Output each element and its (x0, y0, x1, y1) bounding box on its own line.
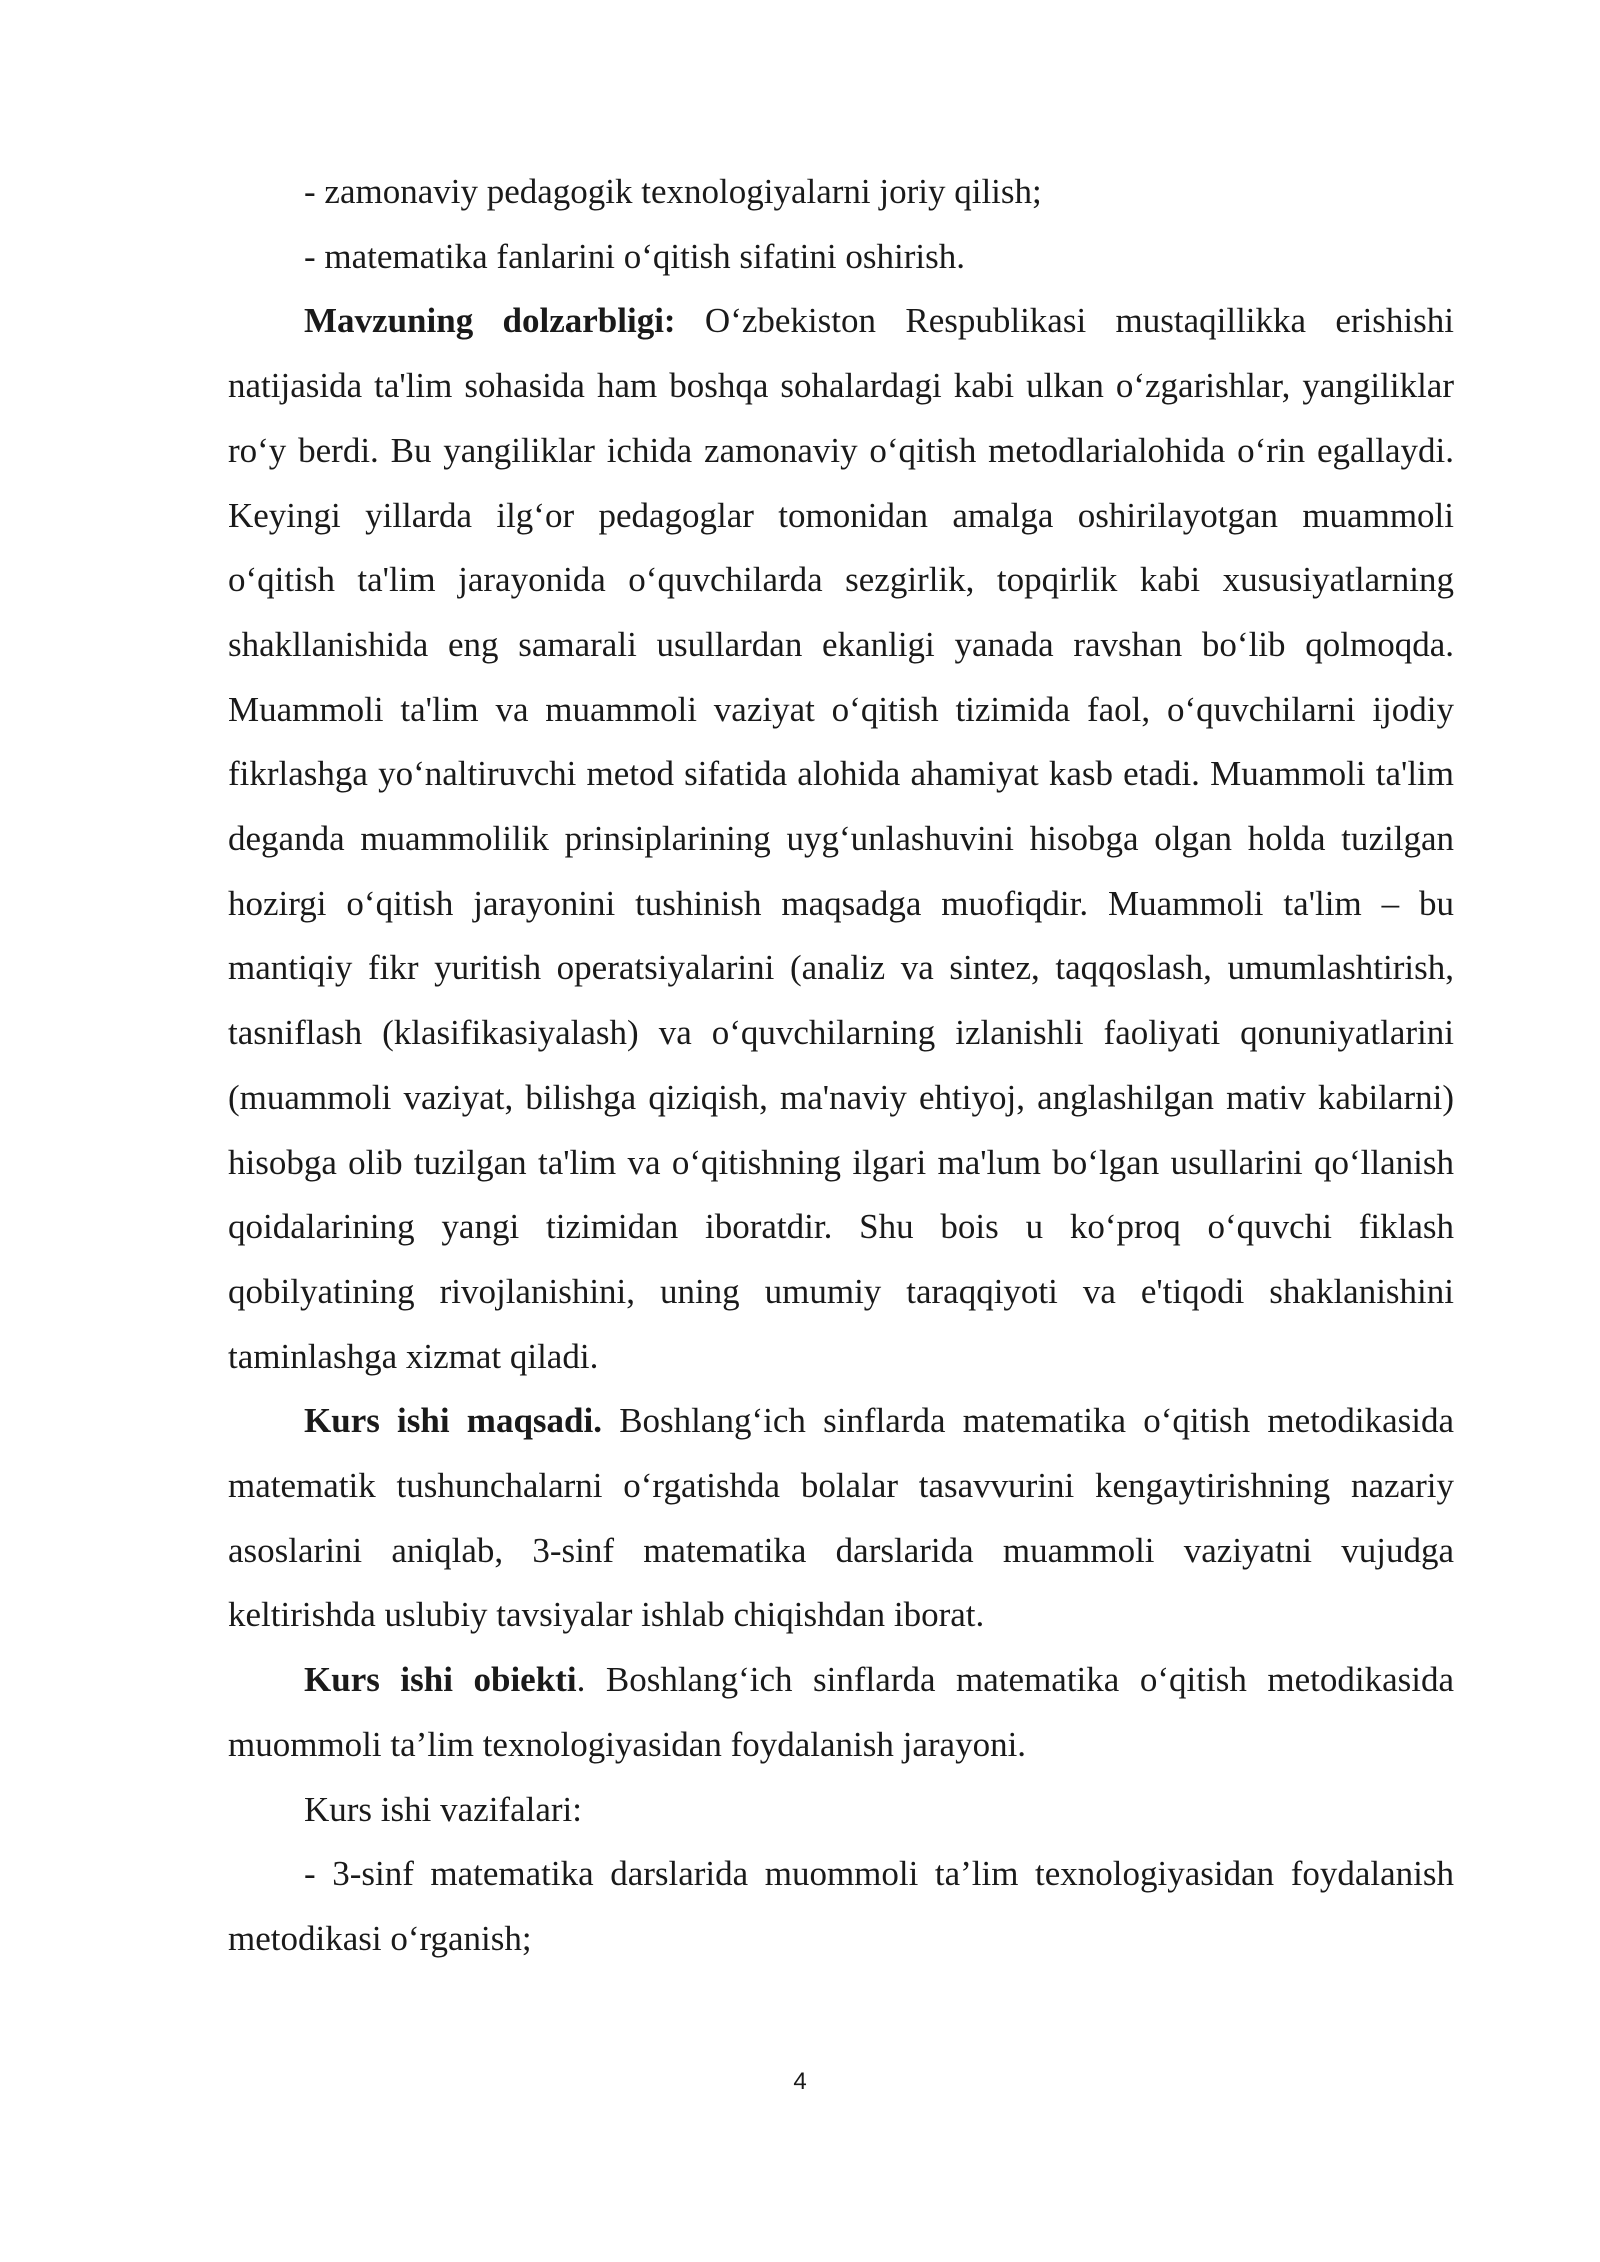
task-item: - 3-sinf matematika darslarida muommoli ta’lim texnologiyasidan foydalanish metodikasi o‘rganish; (228, 1854, 1454, 1958)
page-number: 4 (793, 2068, 807, 2095)
bullet-item-teaching-quality: - matematika fanlarini o‘qitish sifatini oshirish. (304, 236, 965, 276)
page-body (228, 160, 1454, 1972)
tasks-heading: Kurs ishi vazifalari: (304, 1789, 582, 1829)
relevance-paragraph (228, 289, 1454, 1389)
bullet-item-modern-technologies: - zamonaviy pedagogik texnologiyalarni joriy qilish; (304, 172, 1042, 211)
goal-paragraph (228, 1389, 1454, 1648)
relevance-label: Mavzuning dolzarbligi: (304, 301, 676, 341)
goal-label: Kurs ishi maqsadi. (304, 1401, 602, 1441)
object-text: . Boshlang‘ich sinflarda matematika o‘qitish metodikasida muommoli ta’lim texnologiyasidan foydalanish jarayoni. (228, 1660, 1454, 1764)
object-label: Kurs ishi obiekti (304, 1660, 577, 1700)
object-paragraph (228, 1648, 1454, 1777)
relevance-text: O‘zbekiston Respublikasi mustaqillikka erishishi natijasida ta'lim sohasida ham boshqa sohalardagi kabi ulkan o‘zgarishlar, yangiliklar ro‘y berdi. Bu yangiliklar ichida zamonaviy o‘qitish metodlarialohida o‘rin egallaydi. Keyingi yillarda ilg‘or pedagoglar tomonidan amalga oshirilayotgan muammoli o‘qitish ta'lim jarayonida o‘quvchilarda sezgirlik, topqirlik kabi xususiyatlarning shakllanishida eng samarali usullardan ekanligi yanada ravshan bo‘lib qolmoqda. Muammoli ta'lim va muammoli vaziyat o‘qitish tizimida faol, o‘quvchilarni ijodiy fikrlashga yo‘naltiruvchi metod sifatida alohida ahamiyat kasb etadi. Muammoli ta'lim deganda muammolilik prinsiplarining uyg‘unlashuvini hisobga olgan holda tuzilgan hozirgi o‘qitish jarayonini tushinish maqsadga muofiqdir. Muammoli ta'lim – bu mantiqiy fikr yuritish operatsiyalarini (analiz va sintez, taqqoslash, umumlashtirish, tasniflash (klasifikasiyalash) va o‘quvchilarning izlanishli faoliyati qonuniyatlarini (muammoli vaziyat, bilishga qiziqish, ma'naviy ehtiyoj, anglashilgan mativ kabilarni) hisobga olib tuzilgan ta'lim va o‘qitishning ilgari ma'lum bo‘lgan usullarini qo‘llanish qoidalarining yangi tizimidan iboratdir. Shu bois u ko‘proq o‘quvchi fiklash qobilyatining rivojlanishini, uning umumiy taraqqiyoti va e'tiqodi shaklanishini taminlashga xizmat qiladi. (228, 301, 1454, 1376)
goal-text: Boshlang‘ich sinflarda matematika o‘qitish metodikasida matematik tushunchalarni o‘rgatishda bolalar tasavvurini kengaytirishning nazariy asoslarini aniqlab, 3-sinf matematika darslarida muammoli vaziyatni vujudga keltirishda uslubiy tavsiyalar ishlab chiqishdan iborat. (228, 1401, 1454, 1635)
